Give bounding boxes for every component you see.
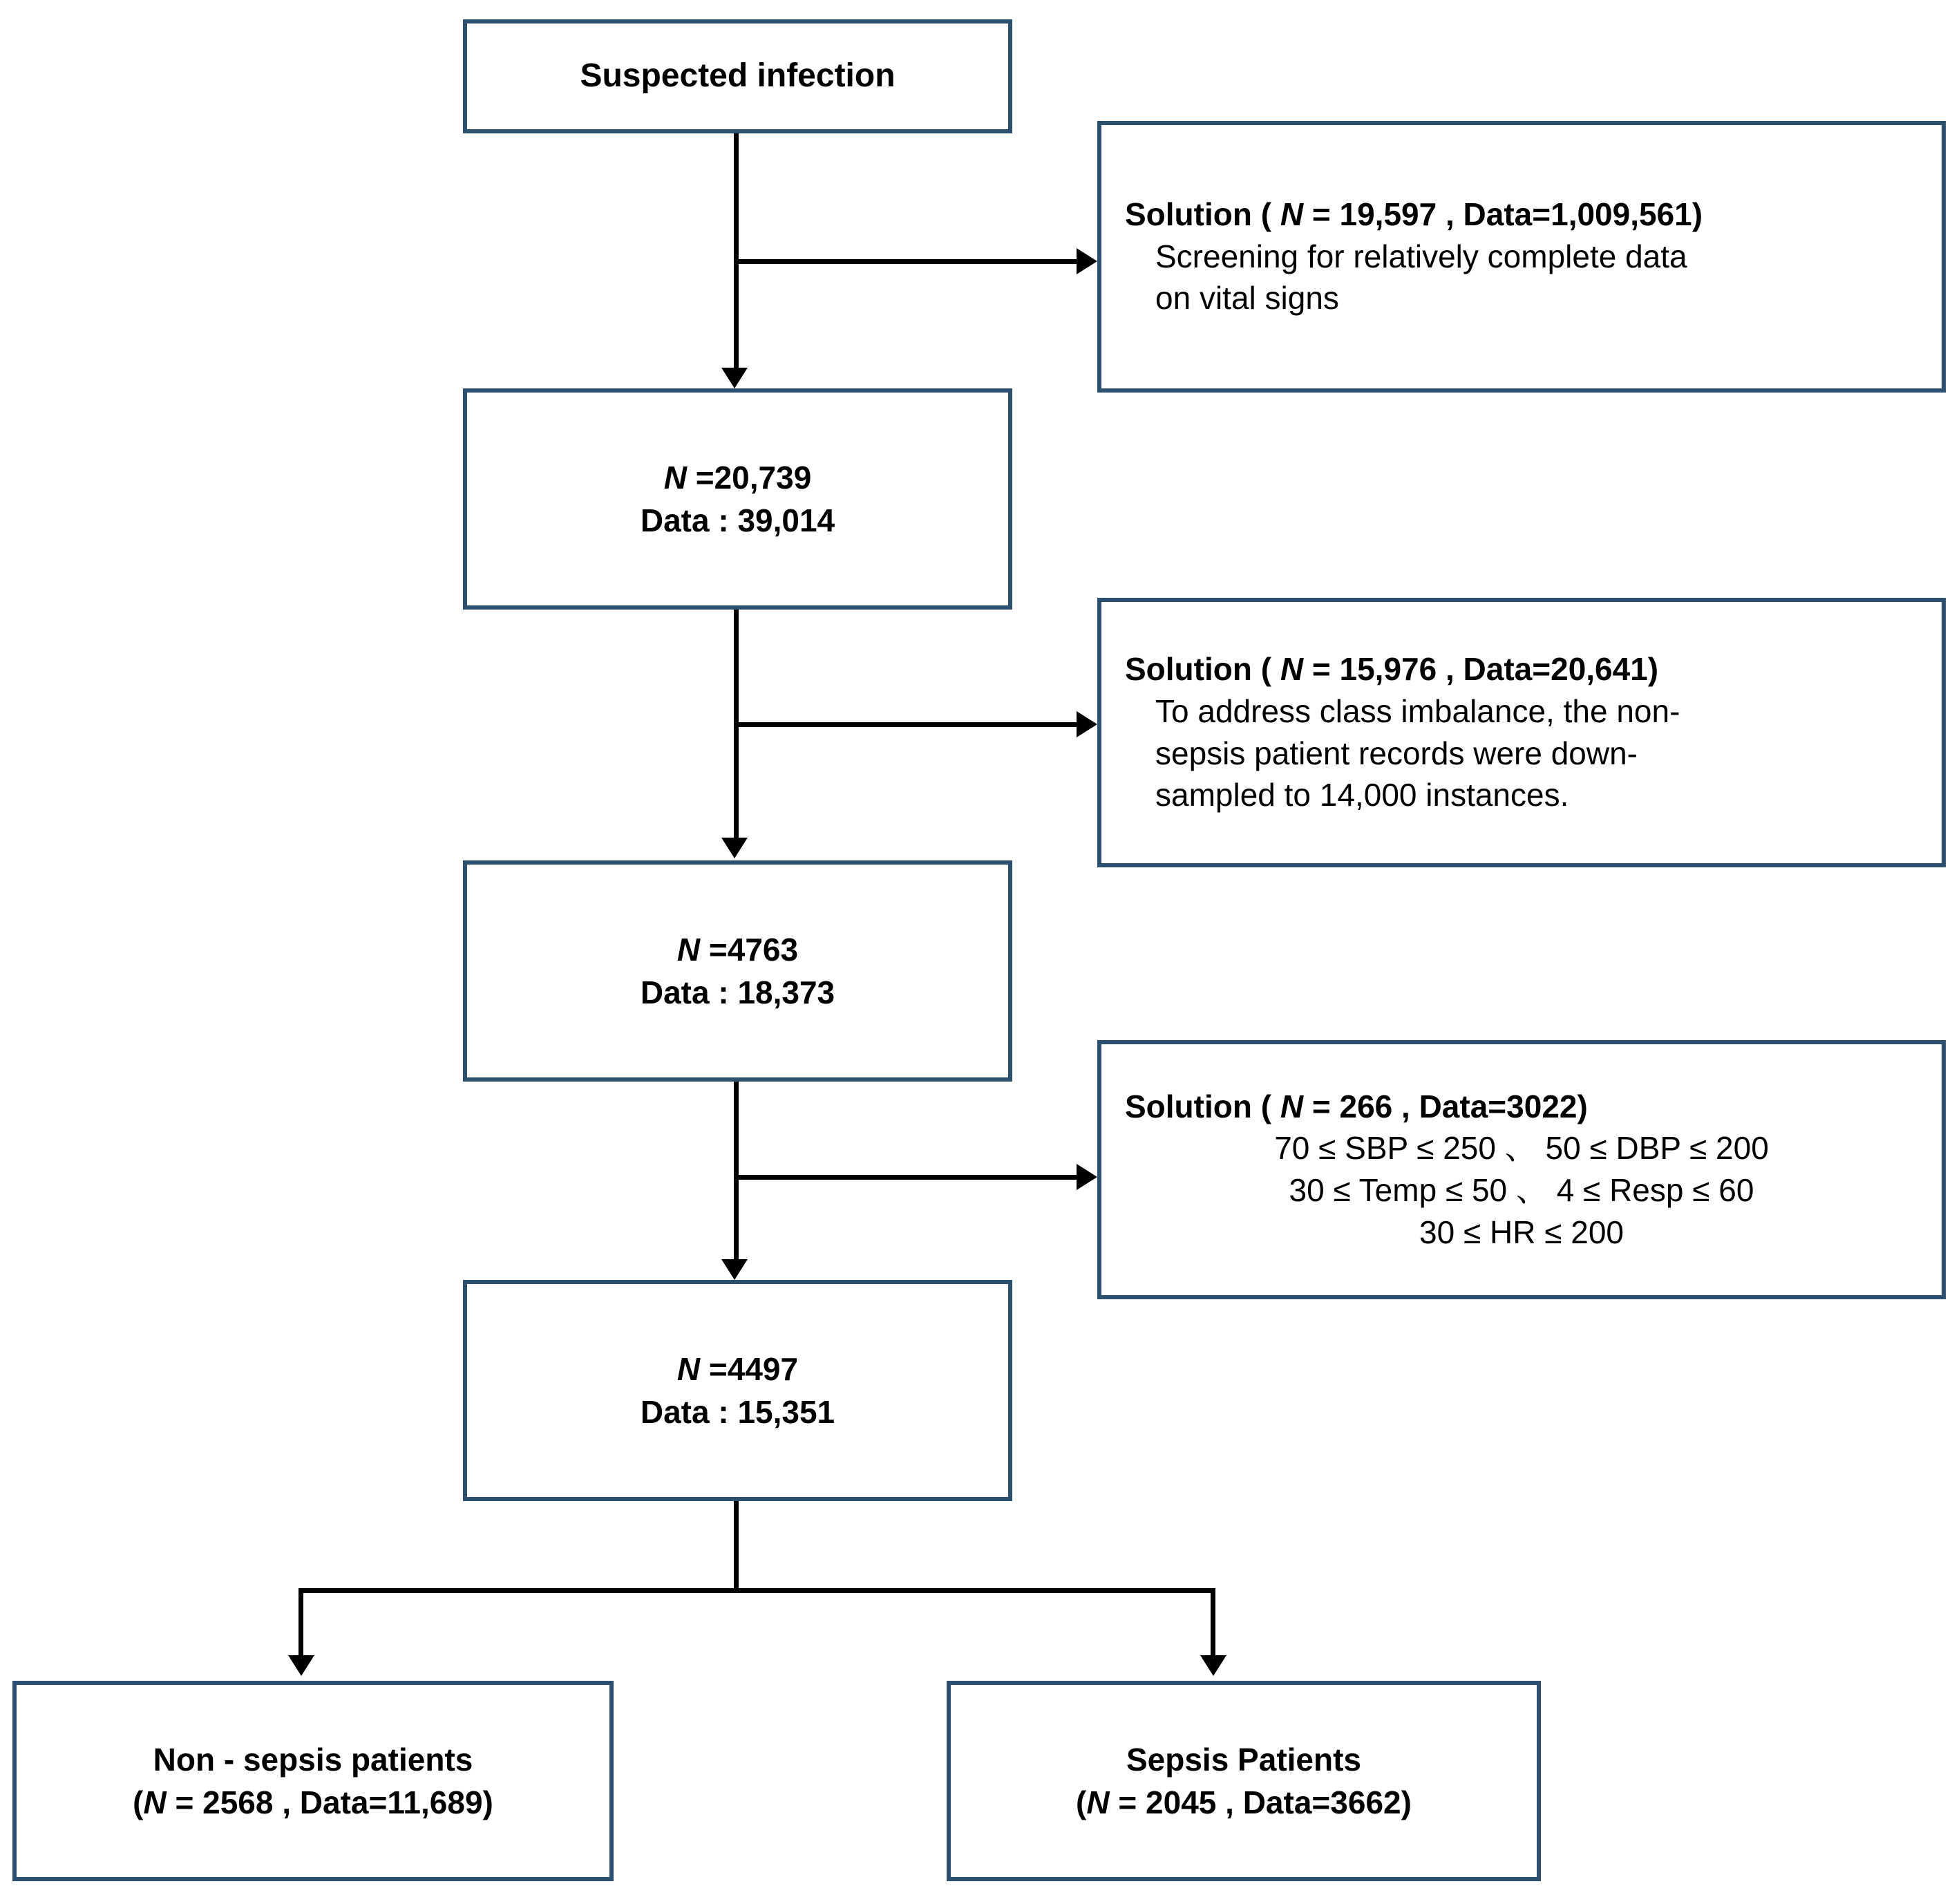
arrowhead-right-1: [1077, 248, 1097, 274]
node-suspected-infection-label: Suspected infection: [580, 57, 896, 95]
solution-3-title: [1101, 1086, 1942, 1128]
solution-box-2: [1097, 598, 1946, 867]
node-cohort-2: [463, 860, 1012, 1082]
node-cohort-1-line2: Data : 39,014: [640, 502, 835, 538]
solution-1-title-rest: = 19,597 , Data=1,009,561): [1303, 196, 1703, 232]
connector-v-2: [734, 610, 739, 850]
solution-2-title-prefix: Solution (: [1125, 651, 1280, 688]
node-non-sepsis-patients: [12, 1681, 614, 1881]
solution-1-title: [1101, 194, 1942, 236]
solution-3-title-italic: N: [1280, 1088, 1304, 1124]
solution-1-body-line1: Screening for relatively complete data: [1155, 238, 1687, 274]
arrowhead-down-left: [288, 1655, 314, 1676]
node-cohort-2-line2: Data : 18,373: [640, 974, 835, 1010]
solution-2-body-line1: To address class imbalance, the non-: [1155, 692, 1680, 729]
connector-h-split: [299, 1588, 1215, 1593]
solution-1-title-italic: N: [1280, 196, 1304, 232]
arrowhead-right-3: [1077, 1164, 1097, 1190]
node-non-sepsis-n-symbol: N: [143, 1784, 167, 1820]
node-cohort-3-line1: [677, 1348, 798, 1391]
connector-h-2: [734, 722, 1079, 727]
arrowhead-down-right: [1200, 1655, 1226, 1676]
solution-3-body-line1: 70 ≤ SBP ≤ 250 、 50 ≤ DBP ≤ 200: [1274, 1130, 1769, 1167]
arrowhead-down-1: [721, 368, 748, 388]
solution-box-3: [1097, 1040, 1946, 1299]
solution-1-body: [1101, 236, 1942, 319]
solution-2-body-line2: sepsis patient records were down-: [1155, 735, 1638, 771]
node-sepsis-open: (: [1076, 1784, 1087, 1820]
solution-2-body-line3: sampled to 14,000 instances.: [1155, 777, 1569, 813]
node-cohort-1-n-symbol: N: [663, 459, 687, 496]
connector-h-3: [734, 1175, 1079, 1180]
node-non-sepsis-open: (: [133, 1784, 144, 1820]
node-non-sepsis-line2: [133, 1781, 493, 1824]
node-cohort-1: [463, 388, 1012, 610]
node-sepsis-patients: [947, 1681, 1541, 1881]
node-cohort-3: [463, 1280, 1012, 1501]
solution-1-body-line2: on vital signs: [1155, 280, 1339, 317]
node-sepsis-n-symbol: N: [1086, 1784, 1110, 1820]
node-cohort-3-line2: Data : 15,351: [640, 1394, 835, 1430]
solution-3-body-line2: 30 ≤ Temp ≤ 50 、 4 ≤ Resp ≤ 60: [1289, 1172, 1754, 1209]
node-cohort-3-n-value: =4497: [700, 1350, 799, 1387]
solution-3-title-prefix: Solution (: [1125, 1088, 1280, 1124]
solution-3-body: [1101, 1127, 1942, 1253]
node-cohort-1-line1: [664, 456, 812, 499]
node-cohort-2-n-symbol: N: [676, 931, 701, 968]
solution-2-title-rest: = 15,976 , Data=20,641): [1303, 651, 1659, 688]
solution-2-body: [1101, 690, 1942, 816]
arrowhead-down-2: [721, 838, 748, 858]
solution-3-body-line3: 30 ≤ HR ≤ 200: [1419, 1214, 1624, 1250]
arrowhead-down-3: [721, 1259, 748, 1280]
node-cohort-3-n-symbol: N: [676, 1350, 701, 1387]
solution-3-title-rest: = 266 , Data=3022): [1303, 1088, 1588, 1124]
node-cohort-2-n-value: =4763: [700, 931, 799, 968]
node-sepsis-line1: Sepsis Patients: [1126, 1741, 1362, 1778]
arrowhead-right-2: [1077, 711, 1097, 737]
node-cohort-1-n-value: =20,739: [686, 459, 812, 496]
node-cohort-2-line1: [677, 928, 798, 971]
solution-1-title-prefix: Solution (: [1125, 196, 1280, 232]
solution-2-title-italic: N: [1280, 651, 1304, 688]
node-sepsis-values: = 2045 , Data=3662): [1109, 1784, 1412, 1820]
solution-2-title: [1101, 649, 1942, 690]
node-sepsis-line2: [1076, 1781, 1412, 1824]
node-non-sepsis-line1: Non - sepsis patients: [153, 1741, 473, 1778]
connector-v-split-stem: [734, 1501, 739, 1593]
connector-v-1: [734, 133, 739, 379]
solution-box-1: [1097, 121, 1946, 393]
node-non-sepsis-values: = 2568 , Data=11,689): [166, 1784, 493, 1820]
node-suspected-infection: [463, 19, 1012, 133]
connector-h-1: [734, 259, 1079, 264]
